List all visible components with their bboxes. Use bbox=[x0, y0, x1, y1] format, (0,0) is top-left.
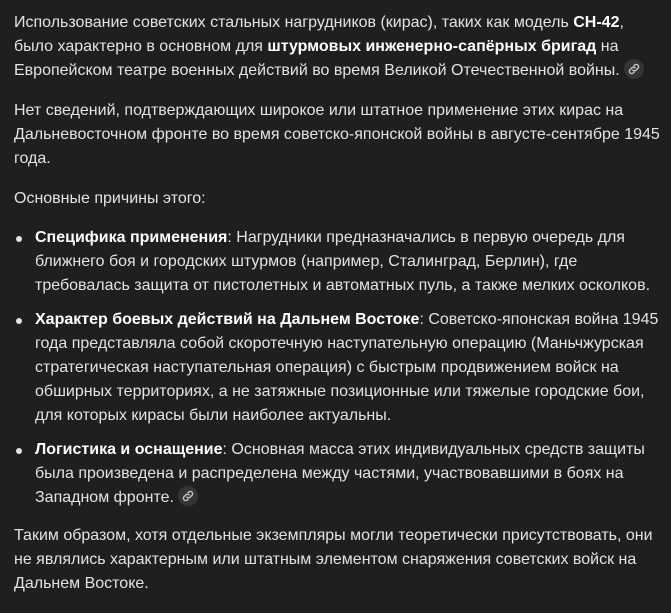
intro-text-3: на Европейском театре военных действий во время Великой Отечественной войны. bbox=[14, 38, 620, 79]
reasons-intro: Основные причины этого: bbox=[14, 190, 206, 207]
reason-title: Характер боевых действий на Дальнем Востоке bbox=[35, 311, 420, 328]
intro-text-2: , было характерно в основном для bbox=[14, 14, 624, 55]
link-icon bbox=[181, 489, 195, 503]
list-item bbox=[14, 438, 664, 510]
brigade-name: штурмовых инженерно-сапёрных бригад bbox=[267, 38, 597, 55]
reason-title: Логистика и оснащение bbox=[35, 441, 223, 458]
bullet-icon bbox=[16, 448, 22, 454]
conclusion-paragraph: Таким образом, хотя отдельные экземпляры могли теоретически присутствовать, они не являлись характерным или штатным элементом снаряжения советских войск на Дальнем Востоке. bbox=[14, 527, 653, 592]
link-icon bbox=[627, 62, 641, 76]
reasons-list bbox=[14, 226, 664, 510]
citation-link-button[interactable] bbox=[624, 59, 644, 79]
reason-text: : Советско-японская война 1945 года представляла собой скоротечную наступательную операцию (Маньчжурская стратегическая наступательная операция) с быстрым продвижением войск на обширных территориях, а не затяжные позиционные или тяжелые городские бои, для которых кирасы были наиболее актуальны. bbox=[35, 311, 659, 424]
bullet-icon bbox=[16, 236, 22, 242]
reason-title: Специфика применения bbox=[35, 229, 228, 246]
citation-link-button[interactable] bbox=[178, 486, 198, 506]
no-evidence-paragraph: Нет сведений, подтверждающих широкое или штатное применение этих кирас на Дальневосточном фронте во время советско-японской войны в августе-сентябре 1945 года. bbox=[14, 102, 660, 167]
response-content bbox=[14, 11, 664, 596]
model-name: СН-42 bbox=[573, 14, 620, 31]
reason-text: : Нагрудники предназначались в первую очередь для ближнего боя и городских штурмов (например, Сталинград, Берлин), где требовалась защита от пистолетных и автоматных пуль, а также мелких осколков. bbox=[35, 229, 651, 294]
bullet-icon bbox=[16, 318, 22, 324]
list-item bbox=[14, 308, 664, 428]
intro-paragraph bbox=[14, 11, 664, 83]
intro-text-1: Использование советских стальных нагрудников (кирас), таких как модель bbox=[14, 14, 574, 31]
reason-text: : Основная масса этих индивидуальных средств защиты была произведена и распределена между частями, участвовавшими в боях на Западном фронте. bbox=[35, 441, 645, 506]
list-item bbox=[14, 226, 664, 298]
